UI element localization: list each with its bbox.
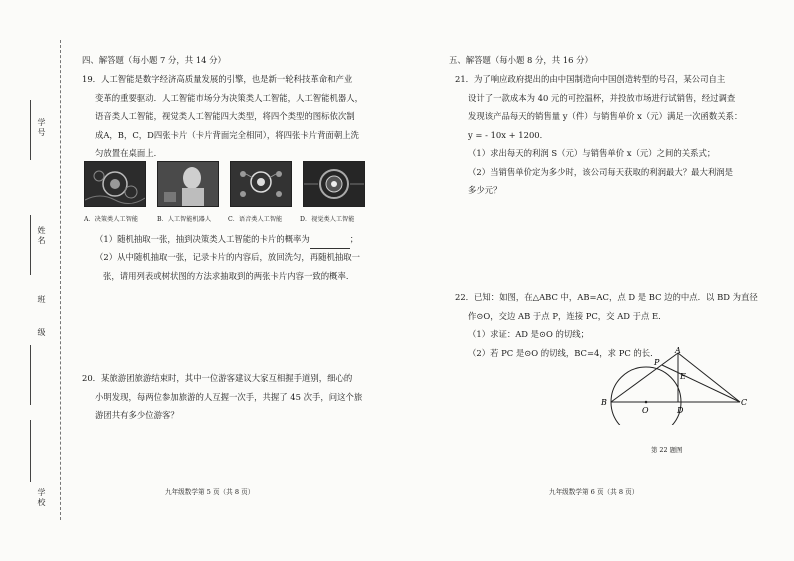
- student-id-line: [30, 100, 31, 160]
- q20-line: 小明发现，每两位参加旅游的人互握一次手，共握了 45 次手，问这个旅: [95, 391, 363, 402]
- answer-blank[interactable]: [310, 238, 350, 249]
- q19-part1: [95, 230, 358, 249]
- q22-line: 作⊙O，交边 AB 于点 P，连接 PC，交 AD 于点 E．: [468, 310, 667, 321]
- q20-line: 游团共有多少位游客？: [95, 410, 179, 420]
- right-page-footer: 九年级数学第 6 页（共 8 页）: [549, 488, 639, 496]
- q19-line: 变革的重要驱动．人工智能市场分为决策类人工智能，人工智能机器人，: [95, 92, 363, 103]
- right-section-header: 五、解答题（每小题 8 分，共 16 分）: [449, 55, 593, 65]
- q19-part1-end: ；: [349, 234, 359, 244]
- q21-line: 设计了一款成本为 40 元的可控温杯，并投放市场进行试销售，经过调查: [468, 92, 736, 103]
- name-line: [30, 215, 31, 275]
- question-21: [455, 70, 742, 200]
- caption-c: C．语音类人工智能: [228, 216, 283, 223]
- label-e: E: [680, 372, 686, 381]
- q20-line: 20．某旅游团旅游结束时，其中一位游客建议大家互相握手道别，细心的: [82, 373, 353, 383]
- caption-d: D．视觉类人工智能: [300, 216, 355, 223]
- caption-a: A．决策类人工智能: [84, 216, 138, 223]
- label-c: C: [741, 398, 748, 407]
- label-a: A: [675, 346, 681, 355]
- class-line: [30, 345, 31, 405]
- question-20: [82, 369, 362, 425]
- q19-line: 19．人工智能是数字经济高质量发展的引擎，也是新一轮科技革命和产业: [82, 74, 353, 84]
- geometry-figure: [598, 345, 758, 425]
- name-label: 姓名: [37, 226, 46, 246]
- circle-o: [611, 367, 681, 425]
- q22-line: 22．已知：如图，在△ABC 中，AB=AC，点 D 是 BC 边的中点．以 BD 为直径: [455, 292, 758, 302]
- school-label: 学校: [37, 488, 46, 508]
- student-id-label: 学号: [37, 118, 46, 138]
- left-section-header: 四、解答题（每小题 7 分，共 14 分）: [82, 55, 226, 65]
- center-o-dot: [645, 401, 648, 404]
- q19-line: 语音类人工智能，视觉类人工智能四大类型，将四个类型的图标依次制: [95, 111, 355, 121]
- card-c-image: [230, 161, 292, 207]
- q19-part2-line: 张，请用列表或树状图的方法求抽取到的两张卡片内容一致的概率．: [103, 270, 355, 281]
- q21-line: （1）求出每天的利润 S（元）与销售单价 x（元）之间的关系式；: [468, 148, 716, 158]
- q19-line: 匀放置在桌面上．: [95, 148, 162, 158]
- q21-line: 21．为了响应政府提出的由中国制造向中国创造转型的号召，某公司自主: [455, 74, 726, 84]
- caption-b: B．人工智能机器人: [157, 216, 212, 223]
- q19-part2-line: （2）从中随机抽取一张，记录卡片的内容后，放回洗匀，再随机抽取一: [95, 252, 360, 262]
- label-p: P: [654, 358, 660, 367]
- q21-line: （2）当销售单价定为多少时，该公司每天获取的利润最大？最大利润是: [468, 166, 733, 177]
- q21-line: 多少元？: [468, 185, 502, 195]
- label-o: O: [642, 406, 649, 415]
- q19-part2: [95, 248, 360, 285]
- figure-caption: 第 22 题图: [651, 446, 683, 454]
- card-d-image: [303, 161, 365, 207]
- left-page-footer: 九年级数学第 5 页（共 8 页）: [165, 488, 255, 496]
- q19-line: 成A，B，C，D四张卡片（卡片背面完全相同），将四张卡片背面朝上洗: [95, 129, 360, 140]
- school-line: [30, 420, 31, 482]
- q22-line: （2）若 PC 是⊙O 的切线，BC=4，求 PC 的长．: [468, 347, 659, 358]
- q22-line: （1）求证：AD 是⊙O 的切线；: [468, 329, 590, 339]
- label-d: D: [677, 406, 684, 415]
- class-label: 班: [37, 295, 46, 305]
- q21-line: 发现该产品每天的销售量 y（件）与销售单价 x（元）满足一次函数关系：: [468, 111, 743, 121]
- card-a-image: [84, 161, 146, 207]
- q19-part1-text: （1）随机抽取一张，抽到决策类人工智能的卡片的概率为: [95, 234, 310, 244]
- q21-line: y = - 10x + 1200．: [468, 129, 548, 140]
- grade-label: 级: [37, 328, 46, 338]
- label-b: B: [601, 398, 607, 407]
- question-19: [82, 70, 363, 163]
- card-b-image: [157, 161, 219, 207]
- binding-dashed-line: [60, 40, 61, 520]
